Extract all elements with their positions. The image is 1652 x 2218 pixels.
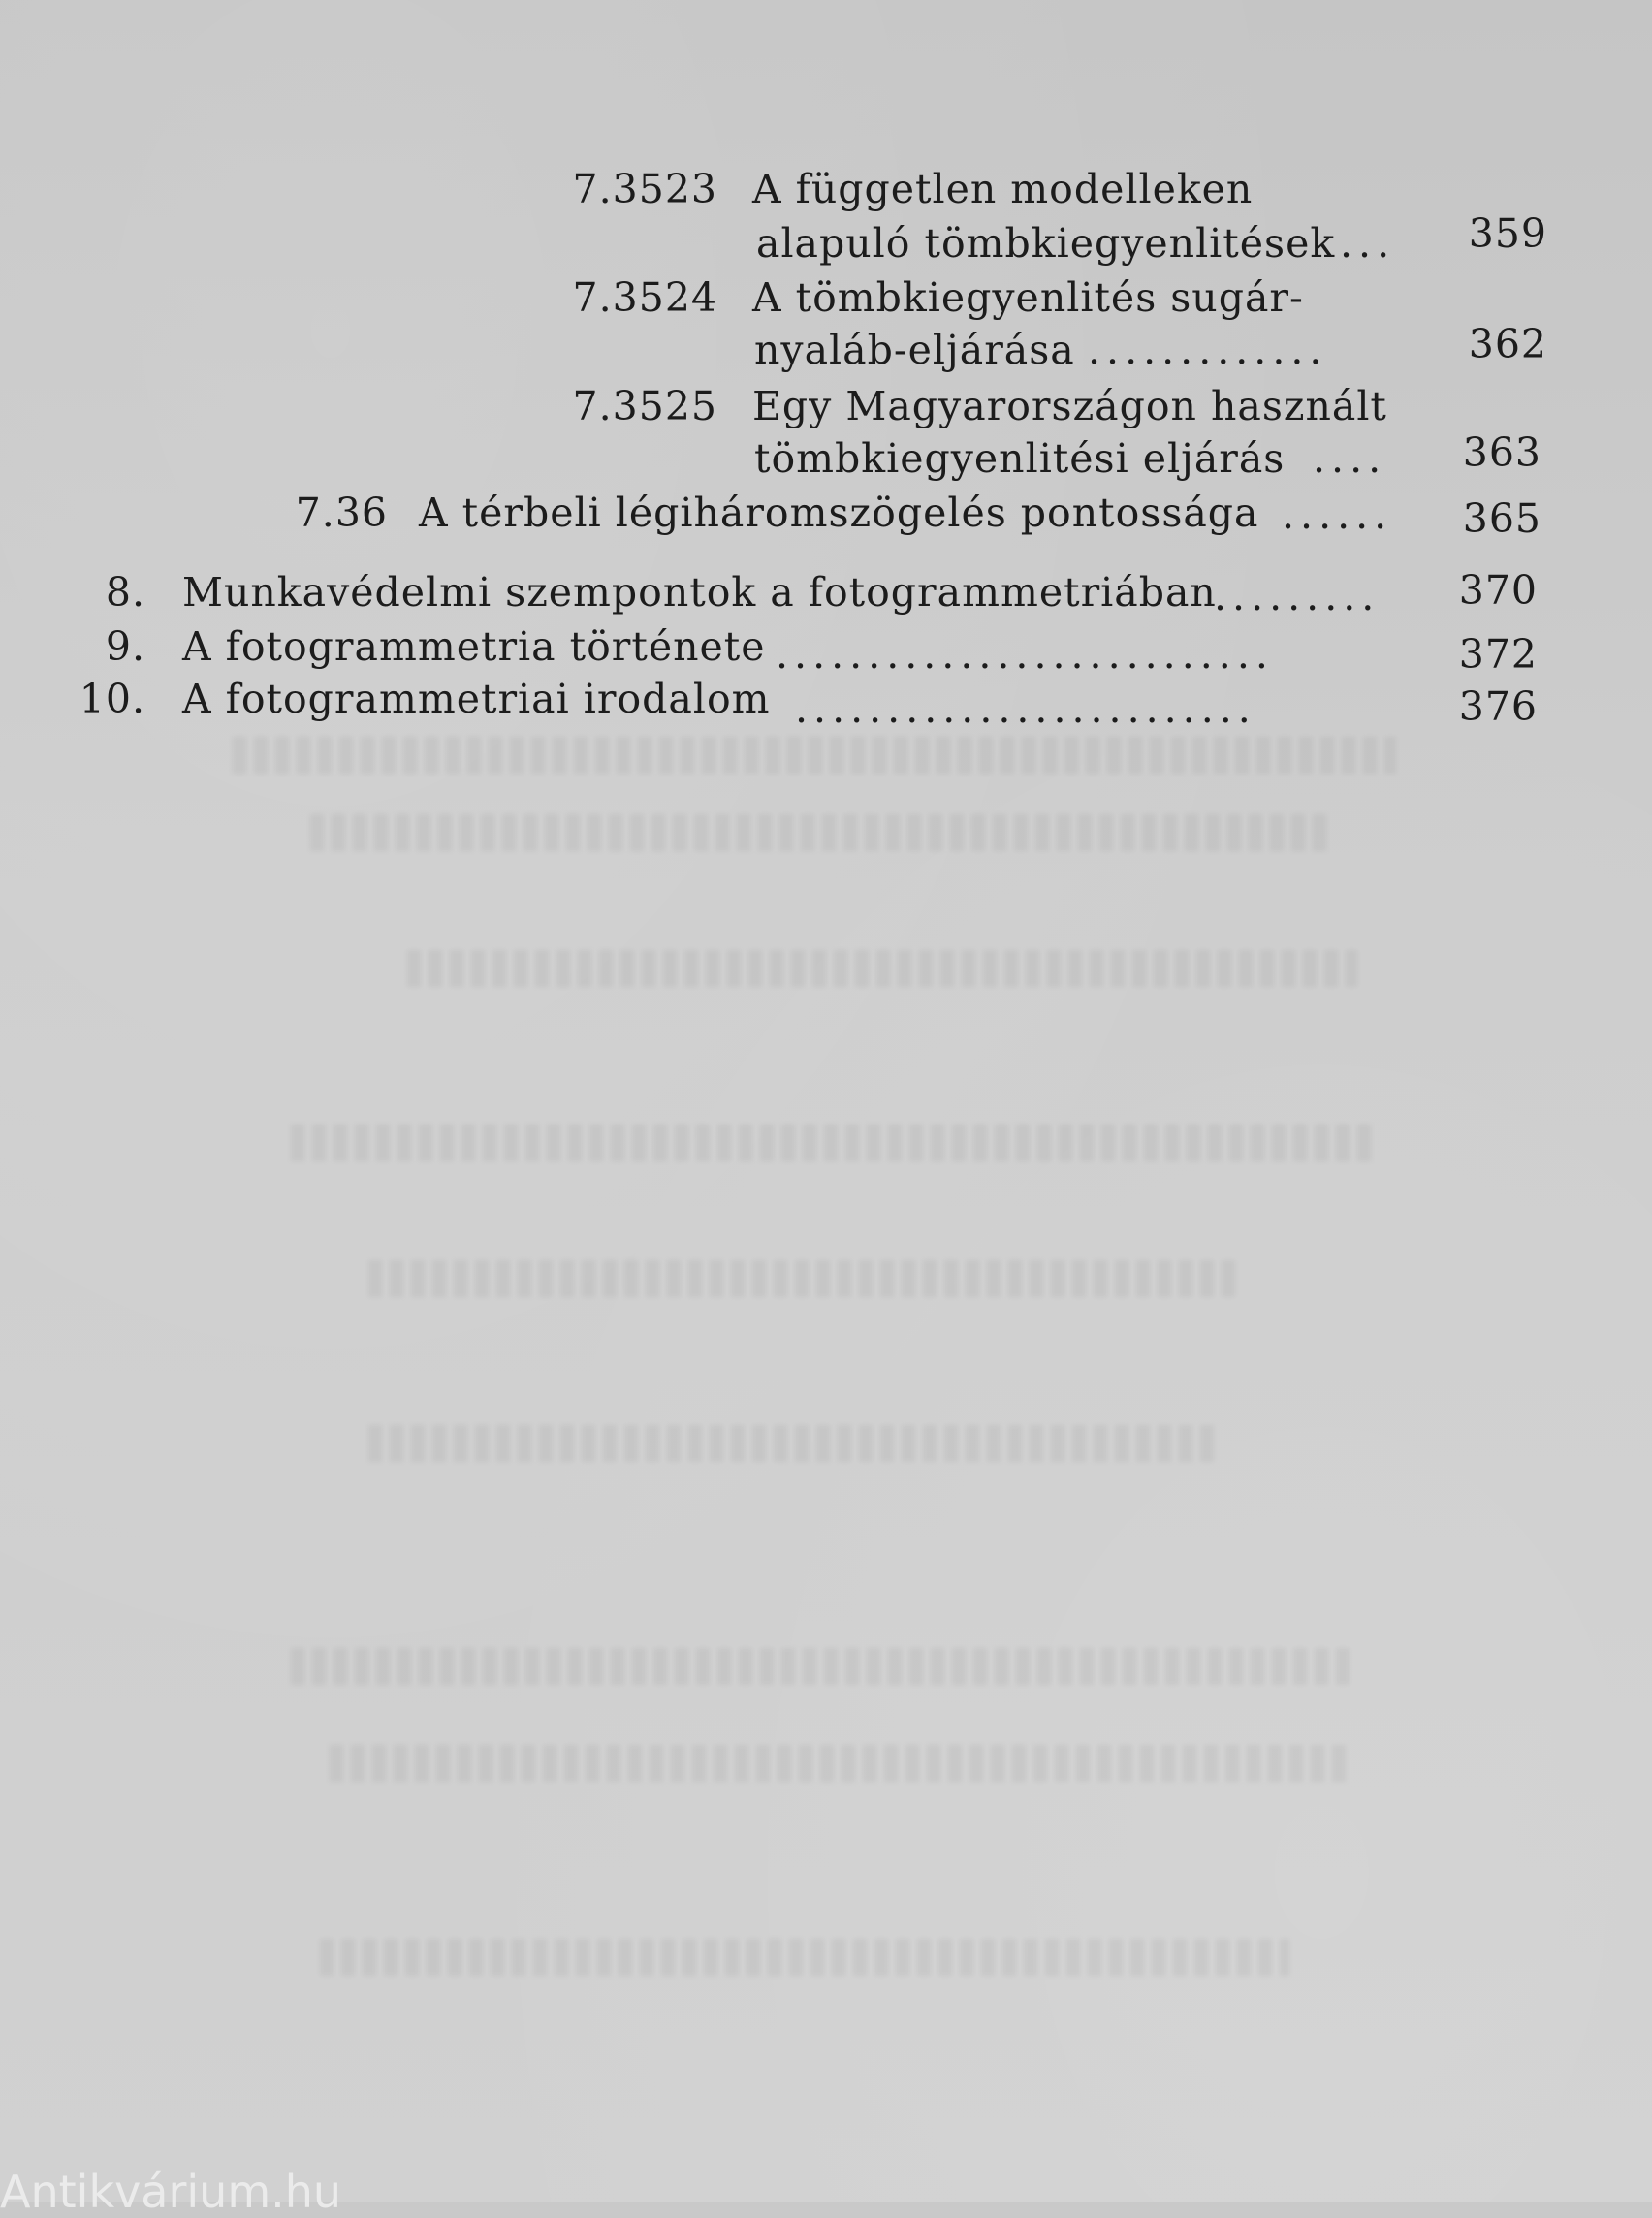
toc-entry-title-line: A fotogrammetria története <box>182 623 766 670</box>
toc-entry-title-line: Munkavédelmi szempontok a fotogrammetriában <box>182 569 1217 616</box>
toc-entry-page-number: 362 <box>1468 321 1547 367</box>
bleed-through <box>291 1648 1357 1685</box>
toc-entry-page-number: 376 <box>1458 683 1538 730</box>
toc-entry-number: 10. <box>79 676 145 722</box>
toc-entry-title-line: A térbeli légiháromszögelés pontossága <box>419 490 1259 536</box>
leader-dots: ......... <box>1214 573 1381 619</box>
toc-entry-number: 9. <box>105 623 145 670</box>
toc-entry-title-line: tömbkiegyenlitési eljárás <box>754 435 1286 482</box>
bleed-through <box>330 1745 1348 1782</box>
toc-entry-number: 7.3525 <box>572 383 717 429</box>
toc-entry-page-number: 363 <box>1462 429 1541 476</box>
toc-entry-number: 8. <box>105 569 145 616</box>
leader-dots: ........................... <box>776 631 1274 678</box>
toc-entry-title-line: Egy Magyarországon használt <box>752 383 1387 429</box>
leader-dots: .... <box>1313 435 1387 482</box>
leader-dots: ... <box>1340 220 1396 267</box>
bleed-through <box>233 737 1396 774</box>
leader-dots: ...... <box>1282 491 1393 538</box>
toc-entry-title-line: A fotogrammetriai irodalom <box>182 676 771 722</box>
toc-entry-page-number: 370 <box>1458 567 1538 614</box>
toc-entry-title-line: A tömbkiegyenlités sugár- <box>752 274 1304 321</box>
watermark-text: Antikvárium.hu <box>0 2166 342 2218</box>
toc-entry-title-line: A független modelleken <box>752 166 1254 212</box>
bleed-through <box>368 1425 1222 1462</box>
toc-entry-title-line: nyaláb-eljárása <box>754 327 1075 373</box>
bleed-through <box>407 950 1357 987</box>
toc-entry-page-number: 372 <box>1458 631 1538 678</box>
toc-entry-number: 7.36 <box>295 490 388 536</box>
toc-entry-number: 7.3524 <box>572 274 717 321</box>
bleed-through <box>310 814 1328 851</box>
toc-entry-page-number: 365 <box>1462 495 1541 542</box>
toc-entry-page-number: 359 <box>1468 210 1547 257</box>
leader-dots: ............. <box>1088 327 1328 373</box>
toc-entry-number: 7.3523 <box>572 166 717 212</box>
leader-dots: ......................... <box>795 685 1256 732</box>
toc-entry-title-line: alapuló tömbkiegyenlitések <box>756 220 1336 267</box>
bleed-through <box>368 1260 1241 1297</box>
bleed-through <box>291 1125 1377 1161</box>
bleed-through <box>320 1939 1289 1976</box>
